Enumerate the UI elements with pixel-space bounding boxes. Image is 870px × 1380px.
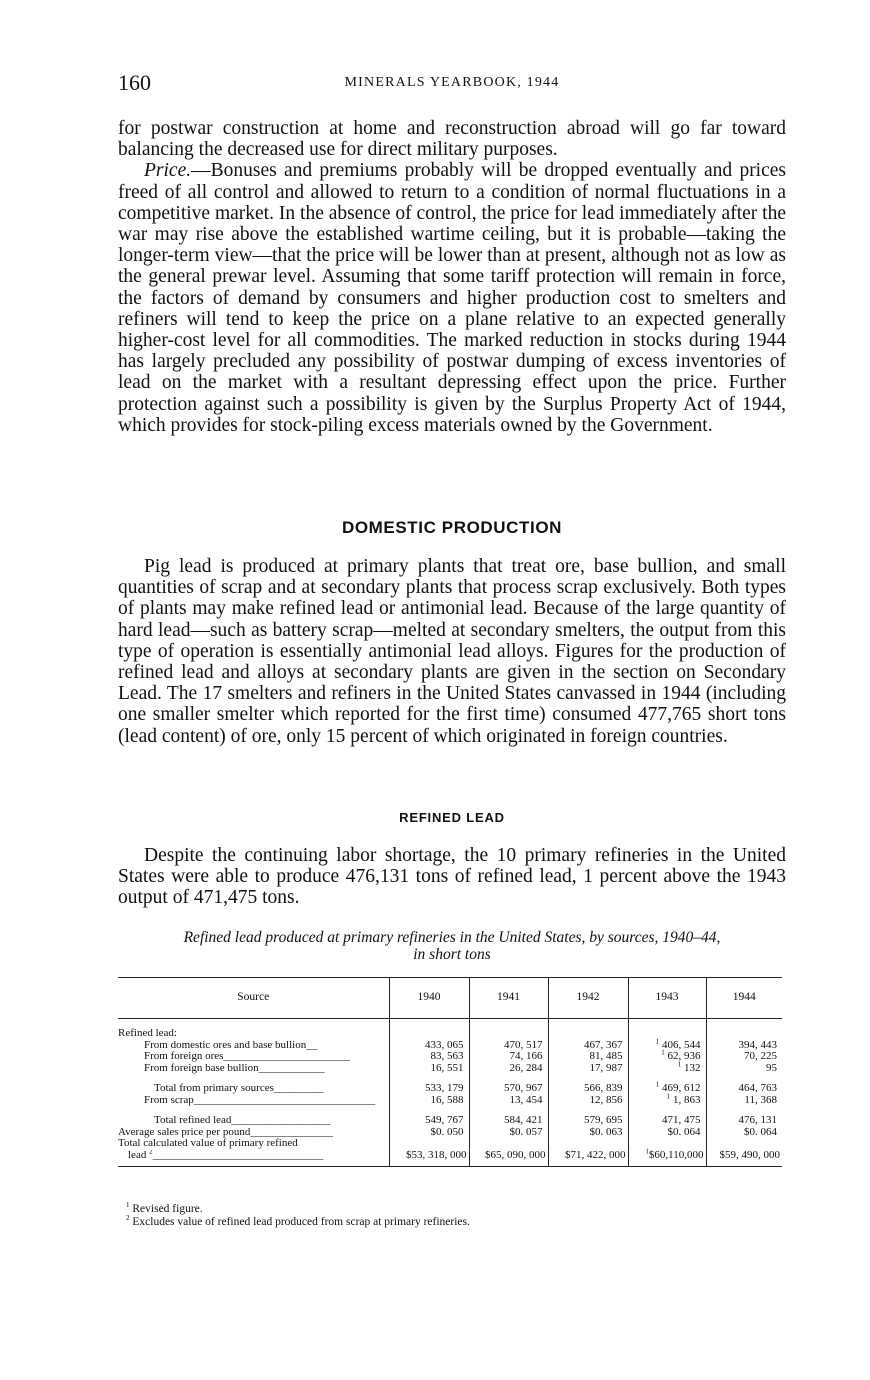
table-cell: 81, 485 — [548, 1051, 628, 1063]
table-cell: 549, 767 — [389, 1115, 469, 1127]
table-cell: 74, 166 — [469, 1051, 548, 1063]
domestic-production-heading: DOMESTIC PRODUCTION — [341, 518, 563, 537]
domestic-production-section — [118, 556, 786, 747]
table-cell: 566, 839 — [548, 1083, 628, 1095]
table-cell: 433, 065 — [389, 1040, 469, 1052]
row-label: From foreign base bullion____________ — [144, 1062, 325, 1074]
table-row — [118, 1095, 782, 1107]
table-cell: 579, 695 — [548, 1115, 628, 1127]
row-label: From foreign ores_______________________ — [144, 1051, 350, 1062]
table-cell: 464, 763 — [706, 1083, 782, 1095]
row-label: Total calculated value of primary refined — [118, 1138, 298, 1149]
footnote-2: $^2$ Excludes value of refined lead produced from scrap at primary refineries. — [126, 1214, 470, 1228]
table-caption-line1: Refined lead produced at primary refineries in the United States, by sources, 1940–44, — [183, 929, 721, 946]
table-row — [118, 1150, 782, 1167]
table-cell: 11, 368 — [706, 1095, 782, 1107]
table-cell: 471, 475 — [628, 1115, 706, 1127]
table-caption-line2: in short tons — [413, 946, 491, 963]
domestic-production-paragraph: Pig lead is produced at primary plants that treat ore, base bullion, and small quantities of scrap and at secondary plants that process scrap exclusively. Both types of plants may make refined lead or antimonial lead. Because of the large quantity of hard lead—such as battery scrap—melted at secondary smelters, the output from this type of operation is essentially antimonial lead alloys. Figures for the production of refined lead and alloys at secondary plants are given in the section on Secondary Lead. The 17 smelters and refiners in the United States canvassed in 1944 (including one smaller smelter which reported for the first time) consumed 477,765 short tons (lead content) of ore, only 15 percent of which originated in foreign countries. — [118, 556, 786, 747]
table-cell: 16, 588 — [389, 1095, 469, 1107]
col-header-source: Source — [118, 978, 389, 1019]
table-cell: $^1$ 132 — [628, 1063, 706, 1075]
refined-lead-section — [118, 845, 786, 909]
table-header-row — [118, 978, 782, 1019]
table-cell: $^1$ 469, 612 — [628, 1083, 706, 1095]
col-header-1942: 1942 — [548, 978, 628, 1019]
table-cell: 26, 284 — [469, 1063, 548, 1075]
page-header — [118, 70, 786, 100]
table-row — [118, 1127, 782, 1139]
table-cell: $0. 063 — [548, 1127, 628, 1139]
table-cell: 470, 517 — [469, 1040, 548, 1052]
refined-lead-table — [118, 977, 782, 1167]
table-cell: $53, 318, 000 — [389, 1150, 469, 1167]
table-cell: 584, 421 — [469, 1115, 548, 1127]
row-label: Average sales price per pound_______________ — [118, 1126, 333, 1138]
price-text: —Bonuses and premiums probably will be dropped eventually and prices freed of all control and allowed to return to a condition of normal fluctuations in a competitive market. In the absence of control, the price for lead immediately after the war may rise above the established wartime ceiling, but it is probable—taking the longer-term view—that the price will be lower than at present, although not as low as the general prewar level. Assuming that some tariff protection will remain in force, the factors of demand by consumers and higher production cost to smelters and refiners will tend to keep the price on a plane relative to an expected generally higher-cost level for all commodities. The marked reduction in stocks during 1944 has largely precluded any possibility of postwar dumping of excess inventories of lead on the market with a resultant depressing effect upon the price. Further protection against such a possibility is given by the Surplus Property Act of 1944, which provides for stock-piling excess materials owned by the Government. — [118, 160, 786, 436]
table-cell: 394, 443 — [706, 1040, 782, 1052]
table-cell: 533, 179 — [389, 1083, 469, 1095]
price-section — [118, 118, 786, 436]
table-cell: $71, 422, 000 — [548, 1150, 628, 1167]
table-cell: 570, 967 — [469, 1083, 548, 1095]
col-header-1944: 1944 — [706, 978, 782, 1019]
refined-lead-heading: REFINED LEAD — [399, 810, 505, 825]
refined-lead-paragraph: Despite the continuing labor shortage, the 10 primary refineries in the United States were able to produce 476,131 tons of refined lead, 1 percent above the 1943 output of 471,475 tons. — [118, 845, 786, 909]
table-cell: 95 — [706, 1063, 782, 1075]
table-cell: $0. 064 — [628, 1127, 706, 1139]
row-label: lead $^2$_______________________________ — [118, 1150, 389, 1167]
table-row — [118, 1115, 782, 1127]
page-number: 160 — [118, 70, 151, 95]
table-cell: $0. 057 — [469, 1127, 548, 1139]
table-cell: 476, 131 — [706, 1115, 782, 1127]
row-label-refined-lead: Refined lead: — [118, 1028, 177, 1039]
col-header-1943: 1943 — [628, 978, 706, 1019]
table-cell: $0. 050 — [389, 1127, 469, 1139]
table-cell: 467, 367 — [548, 1040, 628, 1052]
table-cell: $^1$ 62, 936 — [628, 1051, 706, 1063]
continued-paragraph: for postwar construction at home and reconstruction abroad will go far toward balancing the decreased use for direct military purposes. — [118, 118, 786, 161]
row-label: From domestic ores and base bullion__ — [144, 1039, 318, 1051]
col-header-1940: 1940 — [389, 978, 469, 1019]
table-caption — [118, 929, 786, 963]
table-cell: 70, 225 — [706, 1051, 782, 1063]
table-cell: 83, 563 — [389, 1051, 469, 1063]
table-cell: 13, 454 — [469, 1095, 548, 1107]
footnote-1: $^1$ Revised figure. — [126, 1201, 203, 1215]
table-cell: 12, 856 — [548, 1095, 628, 1107]
table-cell: $59, 490, 000 — [706, 1150, 782, 1167]
price-paragraph — [118, 160, 786, 436]
footnotes — [126, 1203, 786, 1229]
table-cell: $65, 090, 000 — [469, 1150, 548, 1167]
col-header-1941: 1941 — [469, 978, 548, 1019]
table-row — [118, 1051, 782, 1063]
table-row — [118, 1063, 782, 1075]
table-cell: $^1$\$60,110,000 — [628, 1150, 706, 1167]
price-label: Price. — [144, 160, 192, 182]
table-cell: $^1$ 1, 863 — [628, 1095, 706, 1107]
row-label: Total refined lead__________________ — [154, 1115, 331, 1126]
table-cell: $^1$ 406, 544 — [628, 1040, 706, 1052]
row-label: Total from primary sources_________ — [154, 1083, 324, 1094]
table-cell: $0. 064 — [706, 1127, 782, 1139]
running-head: MINERALS YEARBOOK, 1944 — [344, 75, 560, 90]
table-cell: 17, 987 — [548, 1063, 628, 1075]
row-label: From scrap_________________________________ — [144, 1094, 376, 1106]
table-cell: 16, 551 — [389, 1063, 469, 1075]
